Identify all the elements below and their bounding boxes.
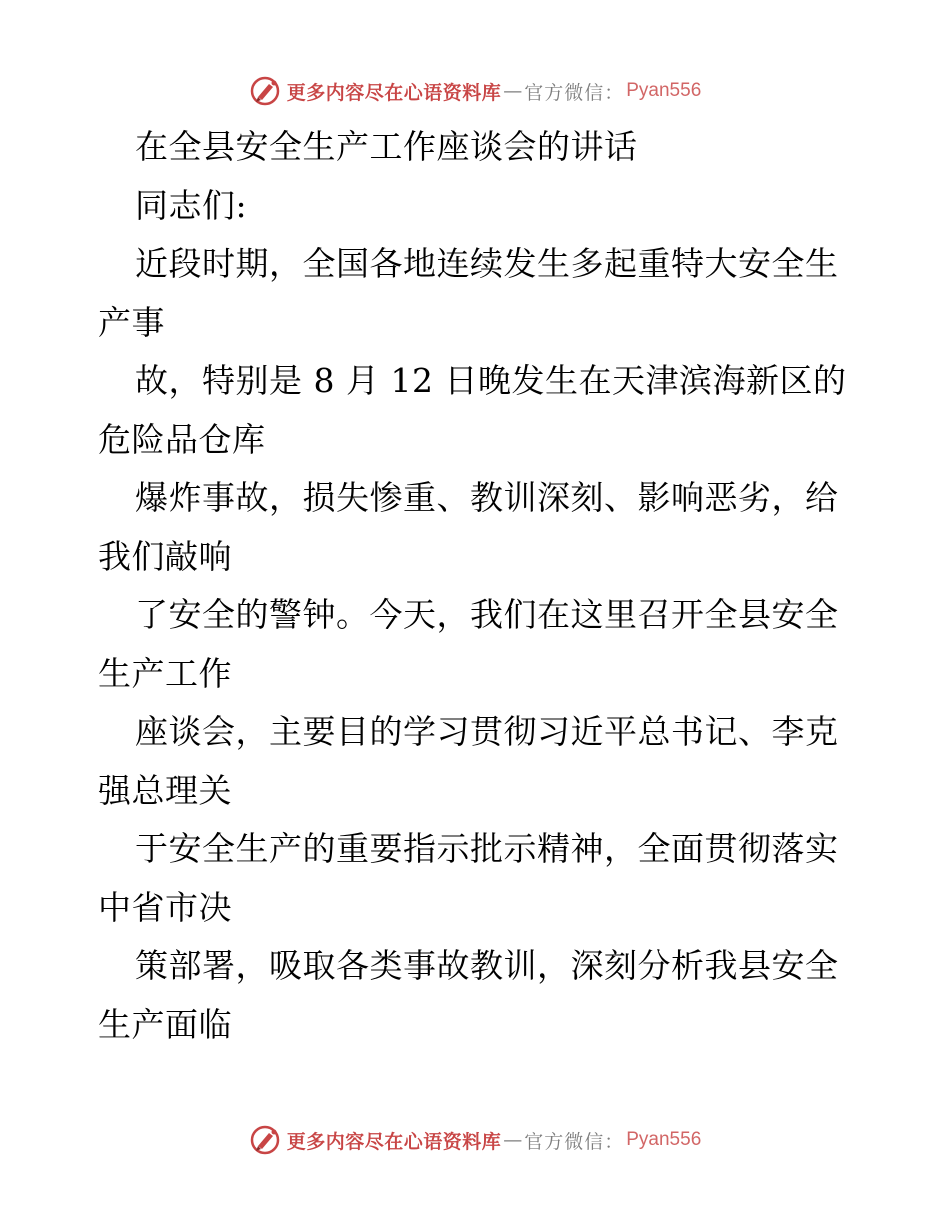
body-line: 强总理关 bbox=[98, 771, 232, 810]
body-line: 近段时期，全国各地连续发生多起重特大安全生 bbox=[135, 244, 839, 283]
body-line: 中省市决 bbox=[98, 888, 232, 927]
pen-logo-icon bbox=[249, 1124, 281, 1156]
banner-text: 更多内容尽在心语资料库 bbox=[286, 1130, 502, 1153]
footer-watermark-banner bbox=[0, 1120, 950, 1160]
body-line: 生产面临 bbox=[98, 1005, 232, 1044]
body-line: 生产工作 bbox=[98, 654, 232, 693]
pen-logo-icon bbox=[249, 75, 281, 107]
document-title: 在全县安全生产工作座谈会的讲话 bbox=[135, 127, 638, 166]
banner-text: 更多内容尽在心语资料库 bbox=[286, 81, 502, 104]
body-line: 产事 bbox=[98, 303, 165, 342]
body-line: 于安全生产的重要指示批示精神，全面贯彻落实 bbox=[135, 829, 839, 868]
banner-dash: — bbox=[503, 80, 523, 102]
banner-label: 官方微信： bbox=[524, 81, 625, 104]
body-line: 爆炸事故，损失惨重、教训深刻、影响恶劣，给 bbox=[135, 478, 839, 517]
banner-label: 官方微信： bbox=[524, 1130, 625, 1153]
salutation: 同志们: bbox=[135, 186, 248, 225]
body-line: 了安全的警钟。今天，我们在这里召开全县安全 bbox=[135, 595, 839, 634]
body-line: 故，特别是 8 月 12 日晚发生在天津滨海新区的 bbox=[135, 361, 847, 400]
banner-handle: Pyan556 bbox=[626, 80, 702, 101]
banner-handle: Pyan556 bbox=[626, 1129, 702, 1150]
body-line: 危险品仓库 bbox=[98, 420, 266, 459]
body-line: 我们敲响 bbox=[98, 537, 232, 576]
header-watermark-banner bbox=[0, 71, 950, 111]
banner-dash: — bbox=[503, 1129, 523, 1151]
body-line: 策部署，吸取各类事故教训，深刻分析我县安全 bbox=[135, 946, 839, 985]
body-line: 座谈会，主要目的学习贯彻习近平总书记、李克 bbox=[135, 712, 839, 751]
